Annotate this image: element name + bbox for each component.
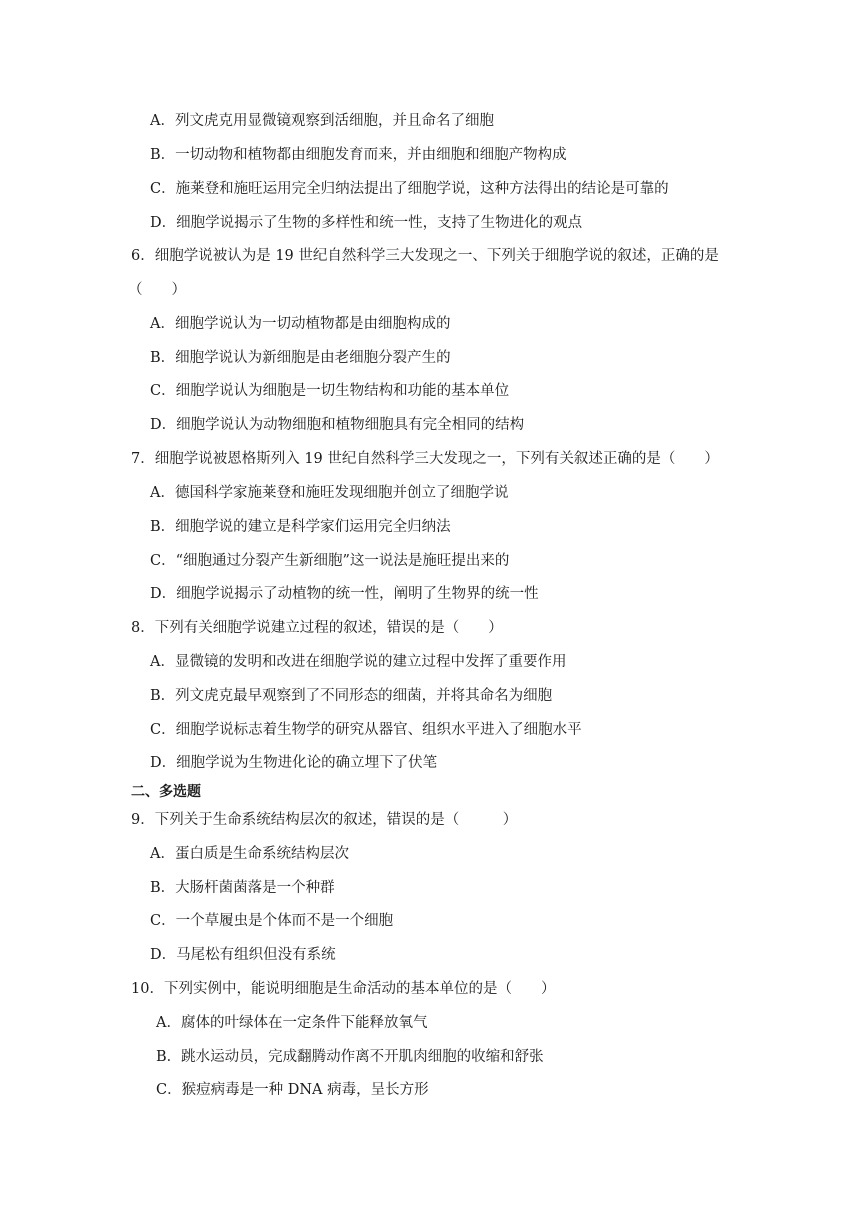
q6-stem-blank: （ ） — [128, 282, 186, 298]
q7-stem: 7．细胞学说被恩格斯列入 19 世纪自然科学三大发现之一，下列有关叙述正确的是（ ） — [131, 451, 719, 467]
q7-option-d: D．细胞学说揭示了动植物的统一性，阐明了生物界的统一性 — [150, 586, 539, 602]
q9-option-c: C．一个草履虫是个体而不是一个细胞 — [150, 913, 394, 929]
q5-option-a: A．列文虎克用显微镜观察到活细胞，并且命名了细胞 — [150, 113, 494, 129]
q5-option-d: D．细胞学说揭示了生物的多样性和统一性，支持了生物进化的观点 — [150, 215, 583, 231]
q8-stem: 8．下列有关细胞学说建立过程的叙述，错误的是（ ） — [131, 620, 503, 636]
q7-option-c: C．“细胞通过分裂产生新细胞”这一说法是施旺提出来的 — [150, 553, 510, 569]
q9-option-a: A．蛋白质是生命系统结构层次 — [150, 846, 349, 862]
q10-stem: 10．下列实例中，能说明细胞是生命活动的基本单位的是（ ） — [131, 981, 556, 997]
q8-option-c: C．细胞学说标志着生物学的研究从器官、组织水平进入了细胞水平 — [150, 722, 582, 738]
q8-option-d: D．细胞学说为生物进化论的确立埋下了伏笔 — [150, 755, 438, 771]
q9-stem: 9．下列关于生命系统结构层次的叙述，错误的是（ ） — [131, 812, 518, 828]
q7-option-b: B．细胞学说的建立是科学家们运用完全归纳法 — [150, 519, 451, 535]
q9-option-b: B．大肠杆菌菌落是一个种群 — [150, 880, 335, 896]
q10-option-b: B．跳水运动员，完成翻腾动作离不开肌肉细胞的收缩和舒张 — [156, 1049, 544, 1065]
q6-option-a: A．细胞学说认为一切动植物都是由细胞构成的 — [150, 316, 451, 332]
q5-option-c: C．施莱登和施旺运用完全归纳法提出了细胞学说，这种方法得出的结论是可靠的 — [150, 181, 669, 197]
q10-option-a: A．腐体的叶绿体在一定条件下能释放氧气 — [156, 1015, 428, 1031]
q6-option-b: B．细胞学说认为新细胞是由老细胞分裂产生的 — [150, 350, 451, 366]
q7-option-a: A．德国科学家施莱登和施旺发现细胞并创立了细胞学说 — [150, 485, 509, 501]
q8-option-b: B．列文虎克最早观察到了不同形态的细菌，并将其命名为细胞 — [150, 688, 553, 704]
q6-option-d: D．细胞学说认为动物细胞和植物细胞具有完全相同的结构 — [150, 417, 525, 433]
q6-option-c: C．细胞学说认为细胞是一切生物结构和功能的基本单位 — [150, 383, 510, 399]
q6-stem: 6．细胞学说被认为是 19 世纪自然科学三大发现之一、下列关于细胞学说的叙述，正确的是 — [131, 248, 719, 264]
q8-option-a: A．显微镜的发明和改进在细胞学说的建立过程中发挥了重要作用 — [150, 654, 567, 670]
q5-option-b: B．一切动物和植物都由细胞发育而来，并由细胞和细胞产物构成 — [150, 147, 567, 163]
q9-option-d: D．马尾松有组织但没有系统 — [150, 947, 336, 963]
section-heading-multiple-choice: 二、多选题 — [131, 784, 201, 800]
q10-option-c: C．猴痘病毒是一种 DNA 病毒，呈长方形 — [156, 1082, 429, 1098]
